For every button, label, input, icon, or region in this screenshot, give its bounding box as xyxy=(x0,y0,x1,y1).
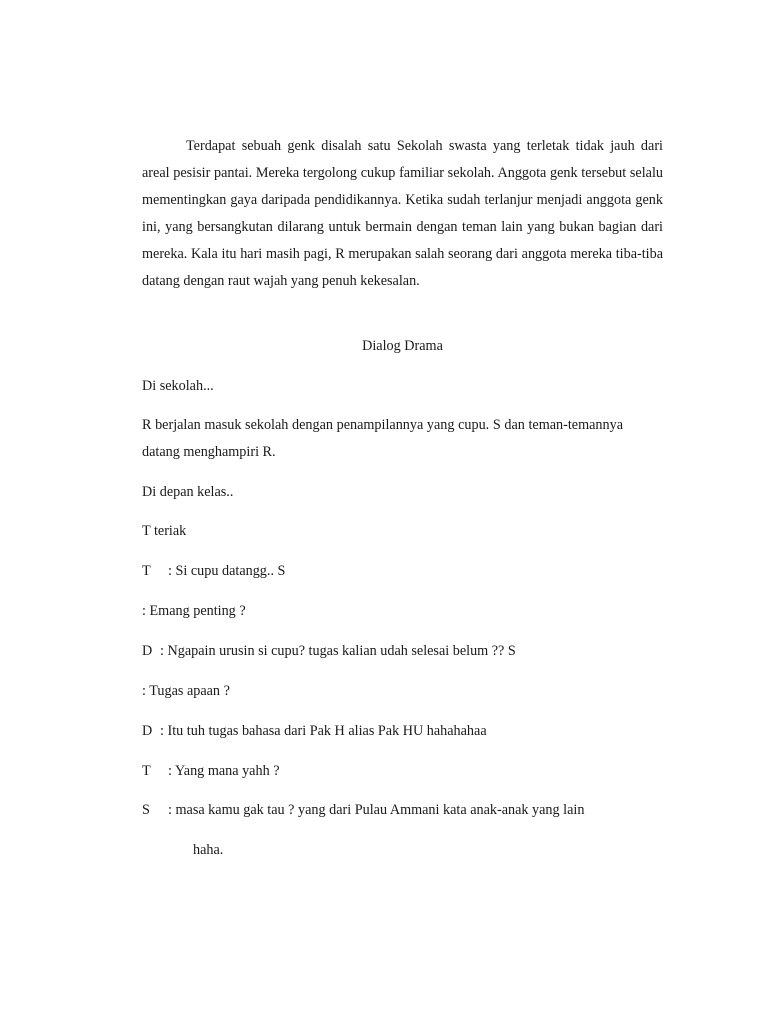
stage-direction: T teriak xyxy=(142,523,187,539)
dialog-text: : Si cupu datangg.. S xyxy=(168,563,286,579)
dialog-line xyxy=(142,800,584,820)
dialog-text: : masa kamu gak tau ? yang dari Pulau Ammani kata anak-anak yang lain xyxy=(168,802,585,818)
dialog-speaker: T xyxy=(142,563,151,579)
dialog-speaker: S xyxy=(142,802,150,818)
dialog-line xyxy=(142,641,516,661)
dialog-text: : Yang mana yahh ? xyxy=(168,763,280,779)
dialog-speaker: D xyxy=(142,723,153,739)
dialog-text: : Itu tuh tugas bahasa dari Pak H alias Pak HU hahahahaa xyxy=(160,723,487,739)
dialog-line xyxy=(142,721,487,741)
dialog-continuation: haha. xyxy=(193,842,224,858)
drama-title: Dialog Drama xyxy=(362,338,443,354)
dialog-speaker: D xyxy=(142,643,153,659)
dialog-line xyxy=(142,601,246,621)
dialog-text: : Ngapain urusin si cupu? tugas kalian udah selesai belum ?? S xyxy=(160,643,516,659)
dialog-line xyxy=(142,561,285,581)
dialog-text: : Emang penting ? xyxy=(142,603,246,619)
setting-class: Di depan kelas.. xyxy=(142,484,234,500)
narration-paragraph: R berjalan masuk sekolah dengan penampilannya yang cupu. S dan teman-temannya datang menghampiri R. xyxy=(142,417,623,460)
dialog-speaker: T xyxy=(142,763,151,779)
setting-school: Di sekolah... xyxy=(142,378,214,394)
dialog-line xyxy=(142,681,230,701)
intro-paragraph: Terdapat sebuah genk disalah satu Sekolah swasta yang terletak tidak jauh dari areal pesisir pantai. Mereka tergolong cukup familiar sekolah. Anggota genk tersebut selalu mementingkan gaya daripada pendidikannya. Ketika sudah terlanjur menjadi anggota genk ini, yang bersangkutan dilarang untuk bermain dengan teman lain yang bukan bagian dari mereka. Kala itu hari masih pagi, R merupakan salah seorang dari anggota mereka tiba-tiba datang dengan raut wajah yang penuh kekesalan. xyxy=(142,138,663,289)
dialog-line xyxy=(142,761,280,781)
dialog-text: : Tugas apaan ? xyxy=(142,683,230,699)
